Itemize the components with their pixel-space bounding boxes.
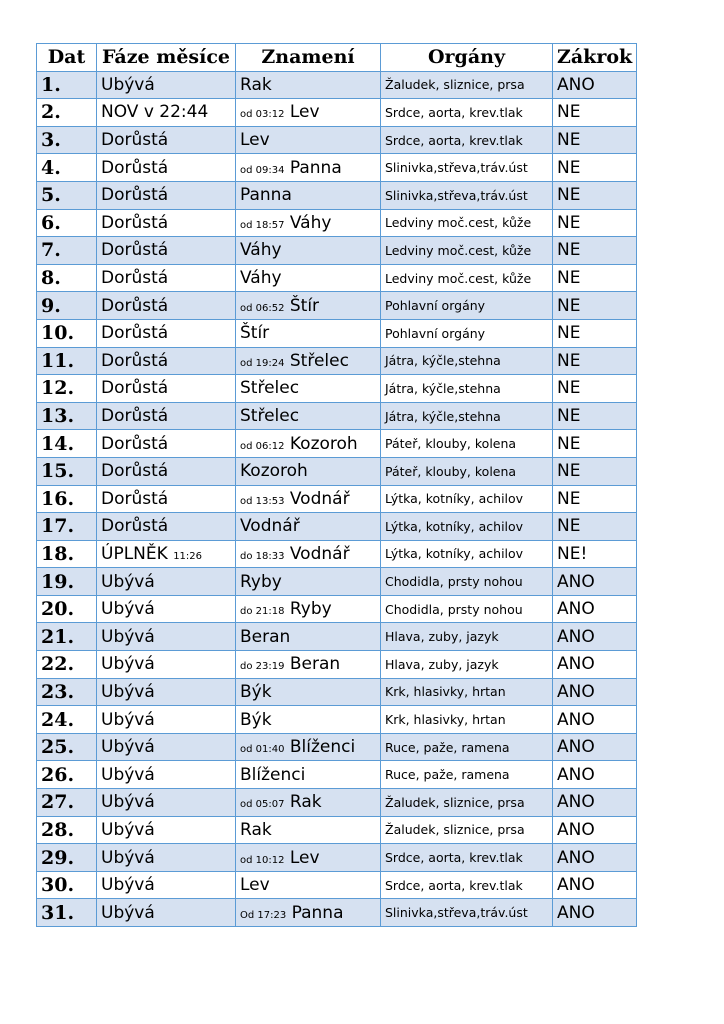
sign-cell <box>236 871 381 899</box>
table-row <box>37 623 637 651</box>
action-cell: NE <box>553 264 637 292</box>
sign-text: Býk <box>240 709 272 730</box>
table-row <box>37 430 637 458</box>
day-cell: 12. <box>37 375 97 403</box>
phase-cell <box>97 568 236 596</box>
table-row <box>37 816 637 844</box>
phase-text: ÚPLNĚK <box>101 543 168 564</box>
phase-text: Dorůstá <box>101 212 169 233</box>
phase-cell <box>97 540 236 568</box>
sign-time: Od 17:23 <box>240 909 287 921</box>
action-cell: ANO <box>553 816 637 844</box>
day-cell: 3. <box>37 126 97 154</box>
organs-cell: Krk, hlasivky, hrtan <box>381 706 553 734</box>
phase-cell <box>97 209 236 237</box>
day-cell: 11. <box>37 347 97 375</box>
day-cell: 7. <box>37 237 97 265</box>
phase-cell <box>97 375 236 403</box>
header-organs: Orgány <box>381 44 553 72</box>
organs-cell: Ledviny moč.cest, kůže <box>381 264 553 292</box>
sign-text: Lev <box>289 102 320 123</box>
sign-text: Váhy <box>240 268 282 289</box>
phase-cell <box>97 264 236 292</box>
action-cell: ANO <box>553 71 637 99</box>
sign-time: do 21:18 <box>240 606 285 618</box>
table-row <box>37 595 637 623</box>
day-cell: 9. <box>37 292 97 320</box>
sign-text: Panna <box>289 157 342 178</box>
action-cell: ANO <box>553 678 637 706</box>
phase-cell <box>97 181 236 209</box>
organs-cell: Žaludek, sliznice, prsa <box>381 816 553 844</box>
action-cell: ANO <box>553 706 637 734</box>
phase-text: Ubývá <box>101 764 155 785</box>
sign-cell <box>236 678 381 706</box>
phase-cell <box>97 816 236 844</box>
organs-cell: Krk, hlasivky, hrtan <box>381 678 553 706</box>
sign-time: od 18:57 <box>240 219 285 231</box>
table-row <box>37 71 637 99</box>
sign-cell <box>236 623 381 651</box>
phase-text: Ubývá <box>101 709 155 730</box>
action-cell: NE <box>553 99 637 127</box>
sign-text: Váhy <box>240 240 282 261</box>
sign-cell <box>236 789 381 817</box>
phase-cell <box>97 678 236 706</box>
table-row <box>37 375 637 403</box>
day-cell: 19. <box>37 568 97 596</box>
sign-text: Ryby <box>240 571 282 592</box>
day-cell: 5. <box>37 181 97 209</box>
sign-cell <box>236 844 381 872</box>
table-row <box>37 761 637 789</box>
phase-cell <box>97 899 236 927</box>
sign-time: od 05:07 <box>240 799 285 811</box>
action-cell: NE <box>553 319 637 347</box>
phase-cell <box>97 595 236 623</box>
sign-cell <box>236 347 381 375</box>
table-row <box>37 844 637 872</box>
sign-cell <box>236 513 381 541</box>
table-row <box>37 457 637 485</box>
phase-text: Dorůstá <box>101 350 169 371</box>
day-cell: 18. <box>37 540 97 568</box>
sign-text: Kozoroh <box>289 433 358 454</box>
table-row <box>37 706 637 734</box>
sign-time: od 01:40 <box>240 744 285 756</box>
phase-text: Dorůstá <box>101 240 169 261</box>
phase-text: Ubývá <box>101 654 155 675</box>
table-row <box>37 181 637 209</box>
phase-cell <box>97 319 236 347</box>
organs-cell: Srdce, aorta, krev.tlak <box>381 844 553 872</box>
phase-cell <box>97 457 236 485</box>
phase-text: Dorůstá <box>101 378 169 399</box>
sign-text: Blíženci <box>289 737 356 758</box>
phase-text: Dorůstá <box>101 130 169 151</box>
table-row <box>37 292 637 320</box>
phase-cell <box>97 513 236 541</box>
phase-cell <box>97 99 236 127</box>
phase-text: Dorůstá <box>101 406 169 427</box>
table-row <box>37 568 637 596</box>
day-cell: 17. <box>37 513 97 541</box>
table-row <box>37 871 637 899</box>
table-row <box>37 651 637 679</box>
action-cell: NE <box>553 430 637 458</box>
action-cell: NE <box>553 457 637 485</box>
phase-cell <box>97 126 236 154</box>
day-cell: 29. <box>37 844 97 872</box>
phase-cell <box>97 292 236 320</box>
phase-text: Ubývá <box>101 902 155 923</box>
action-cell: ANO <box>553 651 637 679</box>
sign-time: od 13:53 <box>240 495 285 507</box>
phase-text: Ubývá <box>101 847 155 868</box>
day-cell: 4. <box>37 154 97 182</box>
phase-text: Ubývá <box>101 681 155 702</box>
sign-cell <box>236 237 381 265</box>
sign-time: od 03:12 <box>240 109 285 121</box>
action-cell: ANO <box>553 899 637 927</box>
organs-cell: Játra, kýčle,stehna <box>381 347 553 375</box>
sign-text: Vodnář <box>289 488 350 509</box>
sign-cell <box>236 319 381 347</box>
table-row <box>37 402 637 430</box>
sign-text: Blíženci <box>240 764 306 785</box>
organs-cell: Lýtka, kotníky, achilov <box>381 513 553 541</box>
organs-cell: Hlava, zuby, jazyk <box>381 651 553 679</box>
organs-cell: Ledviny moč.cest, kůže <box>381 237 553 265</box>
sign-cell <box>236 154 381 182</box>
sign-cell <box>236 816 381 844</box>
action-cell: NE <box>553 237 637 265</box>
sign-text: Kozoroh <box>240 461 308 482</box>
sign-cell <box>236 209 381 237</box>
sign-text: Býk <box>240 681 272 702</box>
sign-text: Lev <box>289 847 320 868</box>
sign-cell <box>236 540 381 568</box>
organs-cell: Lýtka, kotníky, achilov <box>381 485 553 513</box>
phase-text: Dorůstá <box>101 295 169 316</box>
day-cell: 28. <box>37 816 97 844</box>
sign-cell <box>236 899 381 927</box>
day-cell: 13. <box>37 402 97 430</box>
phase-cell <box>97 844 236 872</box>
phase-cell <box>97 71 236 99</box>
header-phase: Fáze měsíce <box>97 44 236 72</box>
sign-cell <box>236 181 381 209</box>
table-row <box>37 733 637 761</box>
day-cell: 16. <box>37 485 97 513</box>
organs-cell: Páteř, klouby, kolena <box>381 430 553 458</box>
table-row <box>37 899 637 927</box>
phase-time: 11:26 <box>173 550 203 562</box>
header-action: Zákrok <box>553 44 637 72</box>
sign-cell <box>236 485 381 513</box>
phase-text: Dorůstá <box>101 433 169 454</box>
sign-cell <box>236 126 381 154</box>
table-row <box>37 126 637 154</box>
action-cell: NE <box>553 181 637 209</box>
phase-text: Dorůstá <box>101 488 169 509</box>
organs-cell: Srdce, aorta, krev.tlak <box>381 126 553 154</box>
action-cell: ANO <box>553 871 637 899</box>
sign-cell <box>236 733 381 761</box>
phase-cell <box>97 430 236 458</box>
sign-cell <box>236 706 381 734</box>
day-cell: 26. <box>37 761 97 789</box>
table-row <box>37 99 637 127</box>
action-cell: ANO <box>553 623 637 651</box>
day-cell: 25. <box>37 733 97 761</box>
sign-time: od 09:34 <box>240 164 285 176</box>
action-cell: NE <box>553 209 637 237</box>
sign-cell <box>236 595 381 623</box>
table-row <box>37 789 637 817</box>
phase-text: Dorůstá <box>101 323 169 344</box>
action-cell: NE <box>553 154 637 182</box>
sign-cell <box>236 568 381 596</box>
action-cell: NE <box>553 126 637 154</box>
phase-cell <box>97 623 236 651</box>
sign-text: Rak <box>289 792 322 813</box>
organs-cell: Slinivka,střeva,tráv.úst <box>381 899 553 927</box>
header-row <box>37 44 637 72</box>
sign-time: do 23:19 <box>240 661 285 673</box>
sign-cell <box>236 430 381 458</box>
phase-text: Dorůstá <box>101 185 169 206</box>
organs-cell: Ruce, paže, ramena <box>381 761 553 789</box>
day-cell: 15. <box>37 457 97 485</box>
phase-text: Ubývá <box>101 875 155 896</box>
sign-cell <box>236 402 381 430</box>
day-cell: 30. <box>37 871 97 899</box>
phase-text: Ubývá <box>101 571 155 592</box>
phase-cell <box>97 485 236 513</box>
sign-text: Střelec <box>240 378 300 399</box>
sign-text: Vodnář <box>240 516 300 537</box>
phase-text: Ubývá <box>101 819 155 840</box>
sign-text: Váhy <box>289 212 332 233</box>
phase-text: Ubývá <box>101 626 155 647</box>
organs-cell: Chodidla, prsty nohou <box>381 595 553 623</box>
organs-cell: Pohlavní orgány <box>381 292 553 320</box>
phase-text: Dorůstá <box>101 268 169 289</box>
sign-text: Střelec <box>240 406 300 427</box>
moon-calendar-table <box>36 43 637 927</box>
organs-cell: Ruce, paže, ramena <box>381 733 553 761</box>
day-cell: 14. <box>37 430 97 458</box>
action-cell: ANO <box>553 761 637 789</box>
table-row <box>37 319 637 347</box>
organs-cell: Žaludek, sliznice, prsa <box>381 71 553 99</box>
day-cell: 22. <box>37 651 97 679</box>
phase-text: Ubývá <box>101 599 155 620</box>
sign-text: Štír <box>240 323 270 344</box>
phase-text: Ubývá <box>101 74 155 95</box>
action-cell: ANO <box>553 568 637 596</box>
sign-text: Panna <box>291 902 344 923</box>
sign-time: do 18:33 <box>240 550 285 562</box>
phase-cell <box>97 347 236 375</box>
sign-time: od 06:12 <box>240 440 285 452</box>
day-cell: 10. <box>37 319 97 347</box>
day-cell: 6. <box>37 209 97 237</box>
action-cell: NE <box>553 485 637 513</box>
phase-text: Dorůstá <box>101 157 169 178</box>
phase-text: Dorůstá <box>101 461 169 482</box>
organs-cell: Žaludek, sliznice, prsa <box>381 789 553 817</box>
table-row <box>37 209 637 237</box>
sign-time: od 10:12 <box>240 854 285 866</box>
action-cell: NE <box>553 292 637 320</box>
phase-cell <box>97 154 236 182</box>
sign-text: Střelec <box>289 350 349 371</box>
day-cell: 20. <box>37 595 97 623</box>
day-cell: 31. <box>37 899 97 927</box>
table-row <box>37 264 637 292</box>
action-cell: ANO <box>553 844 637 872</box>
sign-text: Beran <box>289 654 341 675</box>
sign-time: od 19:24 <box>240 357 285 369</box>
sign-text: Rak <box>240 74 272 95</box>
phase-cell <box>97 733 236 761</box>
table-row <box>37 513 637 541</box>
organs-cell: Hlava, zuby, jazyk <box>381 623 553 651</box>
organs-cell: Lýtka, kotníky, achilov <box>381 540 553 568</box>
sign-text: Lev <box>240 875 270 896</box>
sign-text: Lev <box>240 130 270 151</box>
sign-cell <box>236 99 381 127</box>
sign-cell <box>236 292 381 320</box>
phase-cell <box>97 706 236 734</box>
phase-cell <box>97 651 236 679</box>
sign-text: Panna <box>240 185 292 206</box>
table-row <box>37 540 637 568</box>
action-cell: NE <box>553 402 637 430</box>
action-cell: NE! <box>553 540 637 568</box>
sign-text: Rak <box>240 819 272 840</box>
table-row <box>37 347 637 375</box>
day-cell: 24. <box>37 706 97 734</box>
sign-cell <box>236 651 381 679</box>
sign-cell <box>236 264 381 292</box>
organs-cell: Slinivka,střeva,tráv.úst <box>381 154 553 182</box>
phase-text: Dorůstá <box>101 516 169 537</box>
organs-cell: Pohlavní orgány <box>381 319 553 347</box>
table-row <box>37 485 637 513</box>
action-cell: NE <box>553 347 637 375</box>
organs-cell: Chodidla, prsty nohou <box>381 568 553 596</box>
day-cell: 21. <box>37 623 97 651</box>
day-cell: 8. <box>37 264 97 292</box>
sign-cell <box>236 457 381 485</box>
action-cell: ANO <box>553 733 637 761</box>
phase-text: Ubývá <box>101 737 155 758</box>
phase-text: NOV v 22:44 <box>101 102 209 123</box>
day-cell: 27. <box>37 789 97 817</box>
sign-text: Vodnář <box>289 543 350 564</box>
sign-text: Beran <box>240 626 291 647</box>
action-cell: NE <box>553 375 637 403</box>
organs-cell: Srdce, aorta, krev.tlak <box>381 99 553 127</box>
sign-text: Ryby <box>289 599 332 620</box>
action-cell: ANO <box>553 789 637 817</box>
sign-cell <box>236 71 381 99</box>
phase-cell <box>97 761 236 789</box>
day-cell: 2. <box>37 99 97 127</box>
sign-time: od 06:52 <box>240 302 285 314</box>
sign-cell <box>236 761 381 789</box>
organs-cell: Srdce, aorta, krev.tlak <box>381 871 553 899</box>
header-sign: Znamení <box>236 44 381 72</box>
organs-cell: Páteř, klouby, kolena <box>381 457 553 485</box>
day-cell: 1. <box>37 71 97 99</box>
organs-cell: Játra, kýčle,stehna <box>381 402 553 430</box>
organs-cell: Slinivka,střeva,tráv.úst <box>381 181 553 209</box>
day-cell: 23. <box>37 678 97 706</box>
action-cell: ANO <box>553 595 637 623</box>
sign-cell <box>236 375 381 403</box>
phase-text: Ubývá <box>101 792 155 813</box>
organs-cell: Játra, kýčle,stehna <box>381 375 553 403</box>
organs-cell: Ledviny moč.cest, kůže <box>381 209 553 237</box>
action-cell: NE <box>553 513 637 541</box>
table-row <box>37 154 637 182</box>
table-row <box>37 237 637 265</box>
header-day: Dat <box>37 44 97 72</box>
phase-cell <box>97 237 236 265</box>
phase-cell <box>97 789 236 817</box>
phase-cell <box>97 402 236 430</box>
sign-text: Štír <box>289 295 320 316</box>
table-row <box>37 678 637 706</box>
phase-cell <box>97 871 236 899</box>
